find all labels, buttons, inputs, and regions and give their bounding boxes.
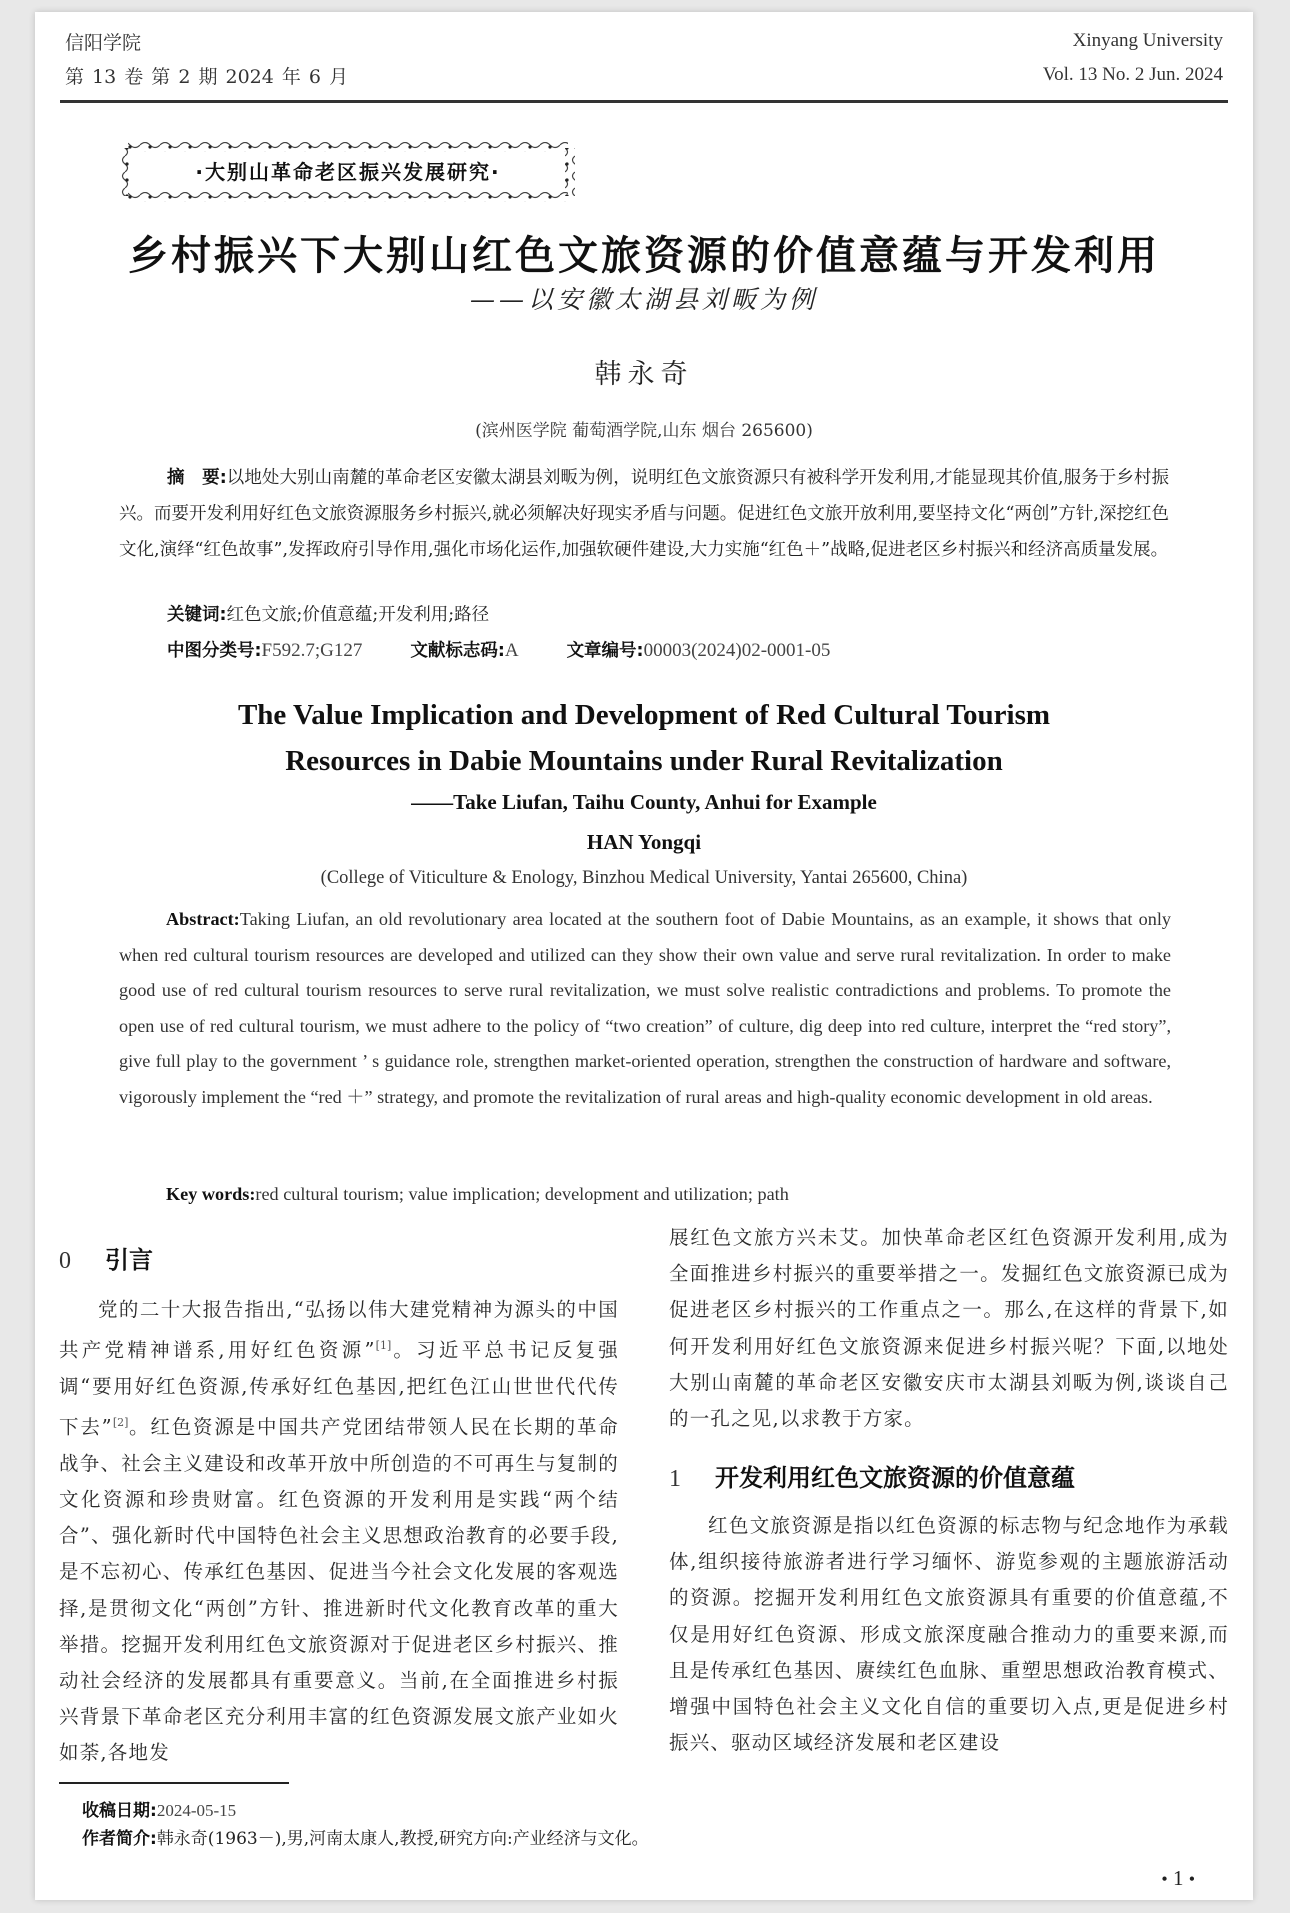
abstract-label-en: Abstract: <box>166 909 240 929</box>
keywords-label-cn: 关键词: <box>167 605 227 625</box>
article-no-label: 文章编号: <box>566 641 644 661</box>
received-date <box>82 1796 236 1821</box>
citation-1[interactable]: [1] <box>375 1339 392 1353</box>
section-heading-introduction <box>59 1240 153 1275</box>
page-number-value: 1 <box>1172 1866 1184 1890</box>
article-title-cn: 乡村振兴下大别山红色文旅资源的价值意蕴与开发利用 <box>128 233 1160 279</box>
intro-text-c: 。红色资源是中国共产党团结带领人民在长期的革命战争、社会主义建设和改革开放中所创造的不可再生与复制的文化资源和珍贵财富。红色资源的开发利用是实践“两个结合”、强化新时代中国特色社会主义思想政治教育的必要手段,是不忘初心、传承红色基因、促进当今社会文化发展的客观选择,是贯彻文化“两创”方针、推进新时代文化教育改革的重大举措。挖掘开发利用红色文旅资源对于促进老区乡村振兴、推动社会经济的发展都具有重要意义。当前,在全面推进乡村振兴背景下革命老区充分利用丰富的红色资源发展文旅产业如火如荼,各地发 <box>59 1415 619 1765</box>
author-bio <box>82 1824 649 1849</box>
keywords-label-en: Key words: <box>166 1184 256 1204</box>
citation-2[interactable]: [2] <box>112 1416 129 1430</box>
author-name-cn: 韩永奇 <box>594 359 694 390</box>
author-bio-text: 韩永奇(1963－),男,河南太康人,教授,研究方向:产业经济与文化。 <box>156 1829 649 1849</box>
abstract-en <box>119 902 1171 1116</box>
section-1-body <box>669 1508 1229 1761</box>
received-label: 收稿日期: <box>82 1801 157 1821</box>
article-subtitle-cn: ——以安徽太湖县刘畈为例 <box>469 285 818 314</box>
abstract-text-en: Taking Liufan, an old revolutionary area located at the southern foot of Dabie Mountains, as an example, it shows that only when red cultural tourism resources are developed and utilized can they show their own value and serve rural revitalization. In order to make good use of red cultural tourism resources to serve rural revitalization, we must solve realistic contradictions and problems. To promote the open use of red cultural tourism, we must adhere to the policy of “two creation” of culture, dig deep into red culture, interpret the “red story”, give full play to the government ’ s guidance role, strengthen market-oriented operation, strengthen the construction of hardware and software, vigorously implement the “red ＋” strategy, and promote the revitalization of rural areas and high-quality economic development in old areas. <box>119 909 1171 1107</box>
keywords-text-en: red cultural tourism; value implication; development and utilization; path <box>255 1184 789 1204</box>
journal-page <box>35 12 1253 1900</box>
author-name-en: HAN Yongqi <box>586 830 702 854</box>
intro-paragraph-continued: 展红色文旅方兴未艾。加快革命老区红色资源开发利用,成为全面推进乡村振兴的重要举措之一。发掘红色文旅资源已成为促进老区乡村振兴的工作重点之一。那么,在这样的背景下,如何开发利用好红色文旅资源来促进乡村振兴呢？下面,以地处大别山南麓的革命老区安徽安庆市太湖县刘畈为例,谈谈自己的一孔之见,以求教于方家。 <box>669 1226 1229 1431</box>
column-banner <box>120 140 576 204</box>
header-rule <box>60 100 1228 103</box>
abstract-cn <box>119 460 1169 568</box>
bullet-icon: • <box>1188 1869 1195 1889</box>
clc-value: F592.7;G127 <box>261 640 363 661</box>
received-value: 2024-05-15 <box>156 1801 237 1820</box>
author-bio-label: 作者简介: <box>82 1829 157 1849</box>
doc-code-value: A <box>504 640 519 661</box>
keywords-text-cn: 红色文旅;价值意蕴;开发利用;路径 <box>226 605 490 625</box>
header-issue-cn: 第 13 卷 第 2 期 2024 年 6 月 <box>65 66 349 88</box>
bullet-icon: • <box>1161 1869 1168 1889</box>
footnote-rule <box>59 1782 289 1784</box>
header-issue-en: Vol. 13 No. 2 Jun. 2024 <box>1042 64 1223 85</box>
article-title-en: The Value Implication and Development of Red Cultural Tourism Resources in Dabie Mountains under Rural Revitalization <box>237 699 1051 777</box>
section-title: 引言 <box>105 1246 153 1274</box>
affiliation-en: (College of Viticulture & Enology, Binzhou Medical University, Yantai 265600, China) <box>320 868 968 888</box>
page-number <box>1161 1866 1195 1891</box>
keywords-cn <box>167 601 489 626</box>
abstract-text-cn: 以地处大别山南麓的革命老区安徽太湖县刘畈为例，说明红色文旅资源只有被科学开发利用,才能显现其价值,服务于乡村振兴。而要开发利用好红色文旅资源服务乡村振兴,就必须解决好现实矛盾与问题。促进红色文旅开放利用,要坚持文化“两创”方针,深挖红色文化,演绎“红色故事”,发挥政府引导作用,强化市场化运作,加强软硬件建设,大力实施“红色＋”战略,促进老区乡村振兴和经济高质量发展。 <box>119 468 1169 560</box>
keywords-en <box>166 1184 789 1205</box>
section-number: 1 <box>669 1466 681 1492</box>
header-journal-cn: 信阳学院 <box>65 32 142 54</box>
section-1-paragraph: 红色文旅资源是指以红色资源的标志物与纪念地作为承载体,组织接待旅游者进行学习缅怀、游览参观的主题旅游活动的资源。挖掘开发利用红色文旅资源具有重要的价值意蕴,不仅是用好红色资源、形成文旅深度融合推动力的重要来源,而且是传承红色基因、赓续红色血脉、重塑思想政治教育模式、增强中国特色社会主义文化自信的重要切入点,更是促进乡村振兴、驱动区域经济发展和老区建设 <box>669 1514 1229 1755</box>
section-title: 开发利用红色文旅资源的价值意蕴 <box>715 1464 1075 1492</box>
doc-code-label: 文献标志码: <box>410 641 505 661</box>
intro-text-b: 。习近平总书记反复强调“要用好红色资源,传承好红色基因,把红色江山世世代代传下去” <box>59 1338 619 1439</box>
column-label: ·大别山革命老区振兴发展研究· <box>195 160 501 184</box>
classification-line <box>167 637 830 662</box>
affiliation-cn: (滨州医学院 葡萄酒学院,山东 烟台 265600) <box>475 421 813 441</box>
header-journal-en: Xinyang University <box>1072 30 1223 51</box>
body-column-right <box>669 1220 1229 1437</box>
article-no-value: 00003(2024)02-0001-05 <box>643 640 831 661</box>
section-heading-1 <box>669 1458 1075 1493</box>
section-number: 0 <box>59 1248 71 1274</box>
article-subtitle-en: ——Take Liufan, Taihu County, Anhui for Example <box>411 790 877 814</box>
abstract-label-cn: 摘 要: <box>167 468 227 488</box>
intro-text-a: 党的二十大报告指出,“弘扬以伟大建党精神为源头的中国共产党精神谱系,用好红色资源” <box>59 1298 619 1362</box>
intro-paragraph <box>59 1292 619 1772</box>
body-column-left <box>59 1292 619 1772</box>
clc-label: 中图分类号: <box>167 641 262 661</box>
